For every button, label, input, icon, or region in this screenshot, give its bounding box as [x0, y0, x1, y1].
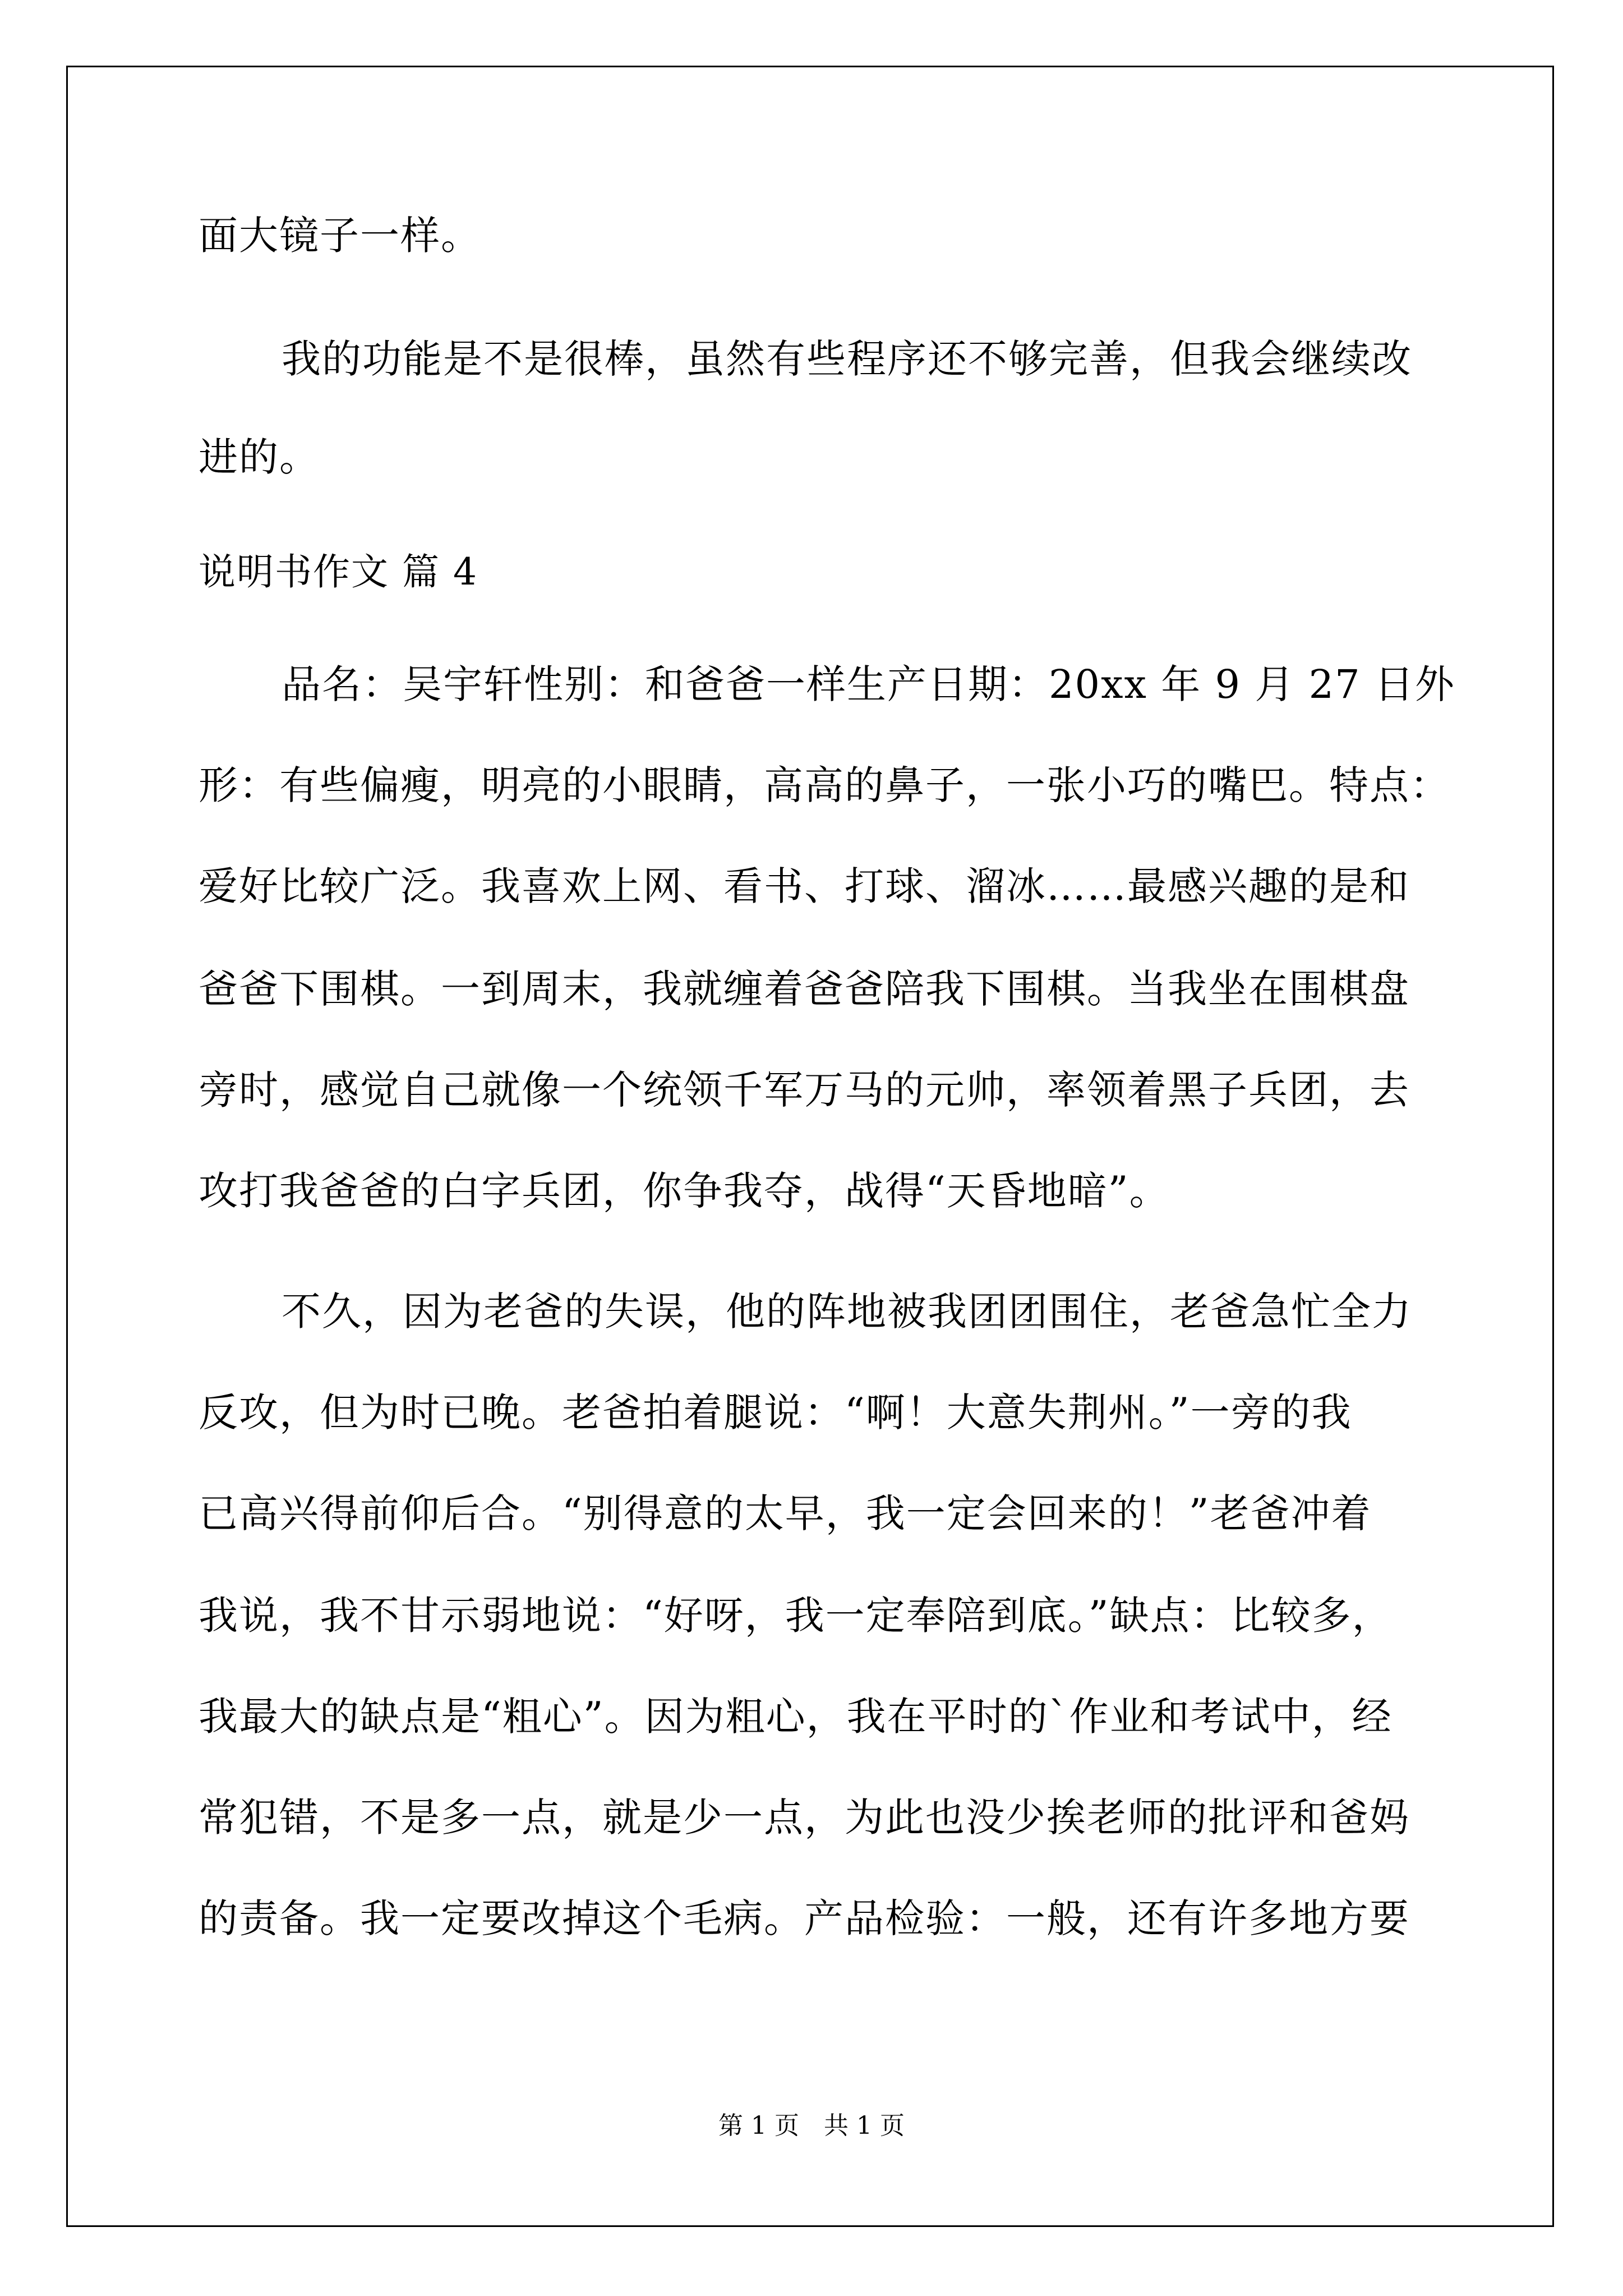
text-line: 我最大的缺点是“粗心”。因为粗心，我在平时的`作业和考试中，经 — [199, 1694, 1393, 1740]
text-line: 已高兴得前仰后合。“别得意的太早，我一定会回来的！”老爸冲着 — [199, 1490, 1372, 1536]
section-heading: 说明书作文 篇 4 — [199, 550, 478, 593]
text-line: 进的。 — [199, 434, 320, 480]
page-footer: 第 1 页 共 1 页 — [718, 2111, 905, 2140]
text-line: 爸爸下围棋。一到周末，我就缠着爸爸陪我下围棋。当我坐在围棋盘 — [199, 966, 1410, 1012]
text-line: 形：有些偏瘦，明亮的小眼睛，高高的鼻子，一张小巧的嘴巴。特点： — [199, 762, 1450, 808]
text-line: 的责备。我一定要改掉这个毛病。产品检验：一般，还有许多地方要 — [199, 1895, 1410, 1941]
text-line: 攻打我爸爸的白字兵团，你争我夺，战得“天昏地暗”。 — [199, 1168, 1170, 1214]
paragraph-first-line: 不久，因为老爸的失误，他的阵地被我团团围住，老爸急忙全力 — [282, 1289, 1412, 1335]
paragraph-first-line: 品名：吴宇轩性别：和爸爸一样生产日期：20xx 年 9 月 27 日外 — [282, 661, 1455, 707]
paragraph-first-line: 我的功能是不是很棒，虽然有些程序还不够完善，但我会继续改 — [282, 336, 1412, 382]
text-line: 常犯错，不是多一点，就是少一点，为此也没少挨老师的批评和爸妈 — [199, 1795, 1410, 1841]
text-line: 爱好比较广泛。我喜欢上网、看书、打球、溜冰……最感兴趣的是和 — [199, 863, 1410, 909]
text-line: 反攻，但为时已晚。老爸拍着腿说：“啊！大意失荆州。”一旁的我 — [199, 1389, 1352, 1435]
text-line: 旁时，感觉自己就像一个统领千军万马的元帅，率领着黑子兵团，去 — [199, 1067, 1410, 1113]
text-line: 我说，我不甘示弱地说：“好呀，我一定奉陪到底。”缺点：比较多， — [199, 1593, 1393, 1639]
text-line: 面大镜子一样。 — [199, 213, 481, 259]
